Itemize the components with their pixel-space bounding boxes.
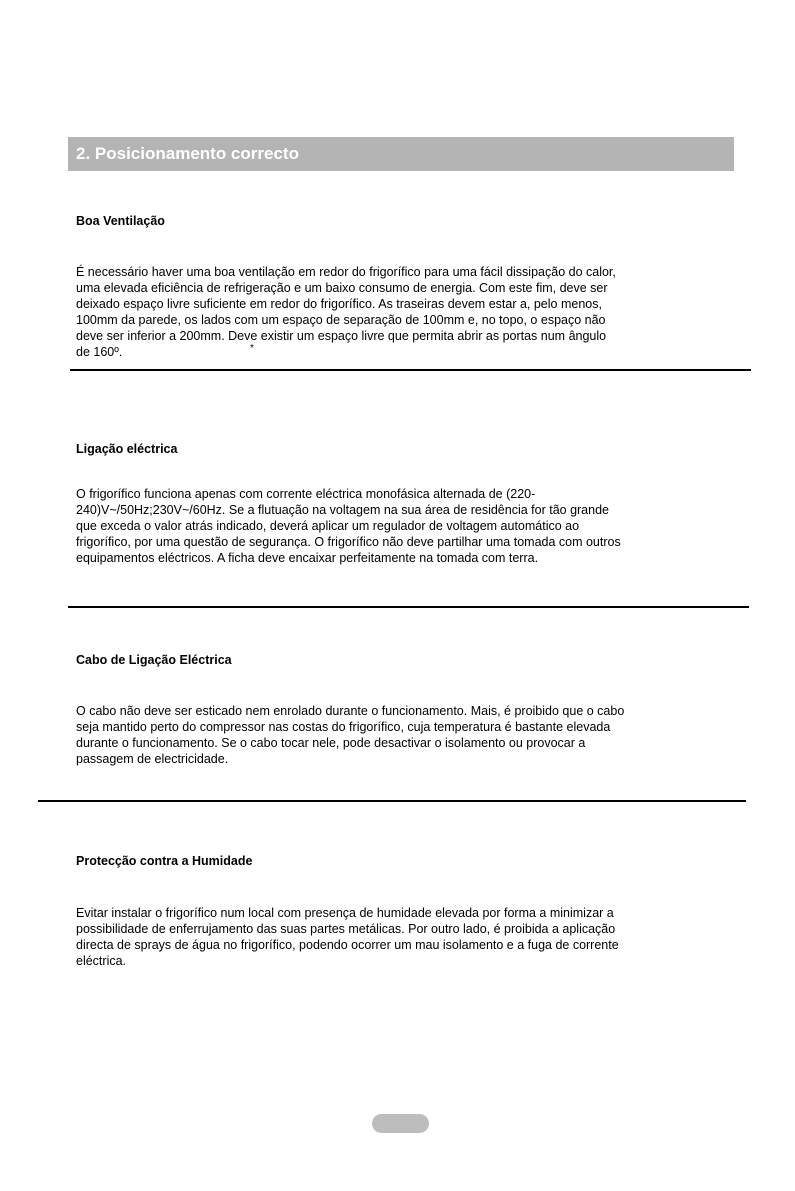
paragraph-line: 240)V~/50Hz;230V~/60Hz. Se a flutuação na voltagem na sua área de residência for tão grande (76, 503, 609, 517)
paragraph-line: frigorífico, por uma questão de segurança. O frigorífico não deve partilhar uma tomada com outros (76, 535, 621, 549)
paragraph-line: 100mm da parede, os lados com um espaço de separação de 100mm e, no topo, o espaço não (76, 313, 606, 327)
heading-electrical-connection: Ligação eléctrica (76, 442, 178, 456)
paragraph-line: durante o funcionamento. Se o cabo tocar nele, pode desactivar o isolamento ou provocar a (76, 736, 586, 750)
paragraph-line: O cabo não deve ser esticado nem enrolado durante o funcionamento. Mais, é proibido que o cabo (76, 704, 625, 718)
section-divider (70, 369, 751, 371)
paragraph-ventilation (76, 264, 676, 360)
paragraph-power-cable (76, 703, 676, 767)
paragraph-line: uma elevada eficiência de refrigeração e um baixo consumo de energia. Com este fim, deve ser (76, 281, 608, 295)
section-divider (68, 606, 749, 608)
paragraph-line: directa de sprays de água no frigorífico, podendo ocorrer um mau isolamento e a fuga de corrente (76, 938, 619, 952)
heading-ventilation: Boa Ventilação (76, 214, 165, 228)
paragraph-line: possibilidade de enferrujamento das suas partes metálicas. Por outro lado, é proibida a aplicação (76, 922, 616, 936)
heading-humidity-protection: Protecção contra a Humidade (76, 854, 253, 868)
stray-asterisk-mark: * (250, 343, 254, 354)
paragraph-line: que exceda o valor atrás indicado, deverá aplicar um regulador de voltagem automático ao (76, 519, 580, 533)
paragraph-line: equipamentos eléctricos. A ficha deve encaixar perfeitamente na tomada com terra. (76, 551, 539, 565)
paragraph-electrical-connection (76, 486, 676, 566)
paragraph-line: Evitar instalar o frigorífico num local com presença de humidade elevada por forma a minimizar a (76, 906, 614, 920)
paragraph-line: O frigorífico funciona apenas com corrente eléctrica monofásica alternada de (220- (76, 487, 536, 501)
paragraph-line: deixado espaço livre suficiente em redor do frigorífico. As traseiras devem estar a, pelo menos, (76, 297, 602, 311)
paragraph-line: de 160º. (76, 345, 123, 359)
page-number-tab (372, 1114, 429, 1133)
section-banner (68, 137, 734, 171)
section-title: 2. Posicionamento correcto (76, 144, 299, 163)
paragraph-line: seja mantido perto do compressor nas costas do frigorífico, cuja temperatura é bastante elevada (76, 720, 611, 734)
section-divider (38, 800, 746, 802)
paragraph-line: É necessário haver uma boa ventilação em redor do frigorífico para uma fácil dissipação do calor, (76, 265, 616, 279)
paragraph-line: deve ser inferior a 200mm. Deve existir um espaço livre que permita abrir as portas num ângulo (76, 329, 607, 343)
paragraph-line: eléctrica. (76, 954, 127, 968)
paragraph-line: passagem de electricidade. (76, 752, 229, 766)
heading-power-cable: Cabo de Ligação Eléctrica (76, 653, 232, 667)
paragraph-humidity-protection (76, 905, 676, 969)
